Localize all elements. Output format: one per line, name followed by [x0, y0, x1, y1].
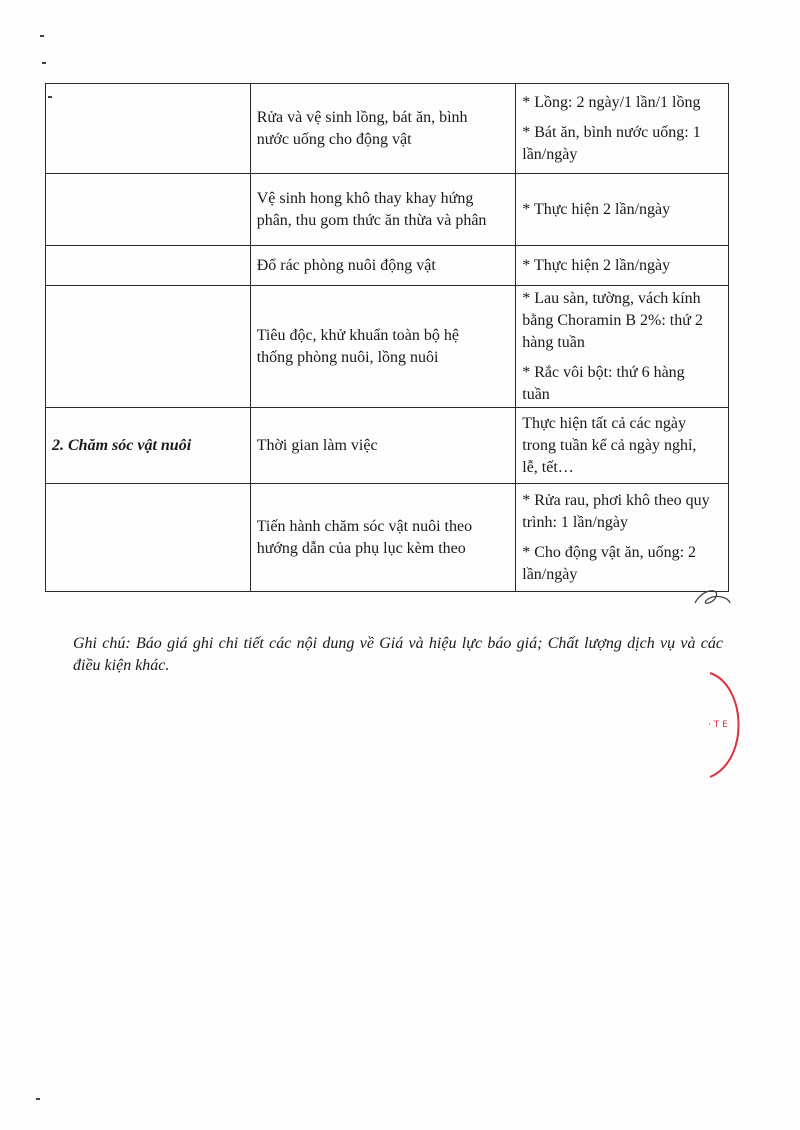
- frequency-cell: [516, 246, 729, 286]
- task-cell: [250, 174, 516, 246]
- frequency-line: * Thực hiện 2 lần/ngày: [522, 256, 671, 274]
- scan-speck: [40, 35, 44, 37]
- scan-speck: [42, 62, 46, 64]
- task-line: Rửa và vệ sinh lồng, bát ăn, bình: [256, 108, 468, 126]
- svg-text:· T E: · T E: [708, 720, 728, 730]
- scan-speck: [36, 1098, 40, 1100]
- signature-initial: [690, 585, 735, 610]
- section-cell: [46, 286, 251, 408]
- task-line: Đổ rác phòng nuôi động vật: [256, 256, 436, 274]
- frequency-line: bằng Choramin B 2%: thứ 2: [522, 311, 703, 329]
- task-line: thống phòng nuôi, lồng nuôi: [256, 348, 439, 366]
- task-line: nước uống cho động vật: [256, 130, 412, 148]
- frequency-line: hàng tuần: [522, 333, 585, 351]
- table-row: [46, 408, 729, 484]
- red-seal-stamp: [688, 665, 758, 785]
- task-cell: [250, 286, 516, 408]
- frequency-line: tuần: [522, 385, 550, 403]
- paragraph-gap: [522, 114, 722, 122]
- frequency-line: * Rửa rau, phơi khô theo quy: [522, 491, 710, 509]
- footnote: Ghi chú: Báo giá ghi chi tiết các nội dung về Giá và hiệu lực báo giá; Chất lượng dịch vụ và các điều kiện khác.: [73, 635, 723, 674]
- task-cell: [250, 484, 516, 592]
- frequency-line: * Thực hiện 2 lần/ngày: [522, 200, 671, 218]
- paragraph-gap: [522, 534, 722, 542]
- frequency-cell: [516, 484, 729, 592]
- frequency-line: lần/ngày: [522, 145, 578, 163]
- schedule-table: [45, 83, 729, 592]
- frequency-line: trong tuần kể cả ngày nghỉ,: [522, 436, 697, 454]
- task-line: phân, thu gom thức ăn thừa và phân: [256, 211, 487, 229]
- frequency-line: * Cho động vật ăn, uống: 2: [522, 543, 697, 561]
- frequency-cell: [516, 286, 729, 408]
- task-cell: [250, 246, 516, 286]
- frequency-line: * Rắc vôi bột: thứ 6 hàng: [522, 363, 685, 381]
- task-line: Vệ sinh hong khô thay khay hứng: [256, 189, 474, 207]
- section-cell: [46, 84, 251, 174]
- frequency-line: * Bát ăn, bình nước uống: 1: [522, 123, 701, 141]
- paragraph-gap: [522, 354, 722, 362]
- task-line: Tiêu độc, khử khuẩn toàn bộ hệ: [256, 326, 459, 344]
- table-row: [46, 174, 729, 246]
- task-cell: [250, 408, 516, 484]
- task-line: Tiến hành chăm sóc vật nuôi theo: [256, 517, 473, 535]
- frequency-line: trình: 1 lần/ngày: [522, 513, 629, 531]
- table-row: [46, 246, 729, 286]
- frequency-cell: [516, 84, 729, 174]
- frequency-line: * Lau sàn, tường, vách kính: [522, 289, 701, 307]
- task-line: hướng dẫn của phụ lục kèm theo: [256, 539, 466, 557]
- table-row: [46, 286, 729, 408]
- section-cell: [46, 174, 251, 246]
- frequency-line: lễ, tết…: [522, 458, 574, 476]
- task-line: Thời gian làm việc: [256, 436, 378, 454]
- task-cell: [250, 84, 516, 174]
- frequency-line: * Lồng: 2 ngày/1 lần/1 lồng: [522, 93, 701, 111]
- frequency-line: lần/ngày: [522, 565, 578, 583]
- table-row: [46, 84, 729, 174]
- section-cell: [46, 246, 251, 286]
- section-cell: [46, 484, 251, 592]
- table-row: [46, 484, 729, 592]
- frequency-cell: [516, 408, 729, 484]
- section-cell: 2. Chăm sóc vật nuôi: [46, 408, 251, 484]
- frequency-line: Thực hiện tất cả các ngày: [522, 414, 686, 432]
- frequency-cell: [516, 174, 729, 246]
